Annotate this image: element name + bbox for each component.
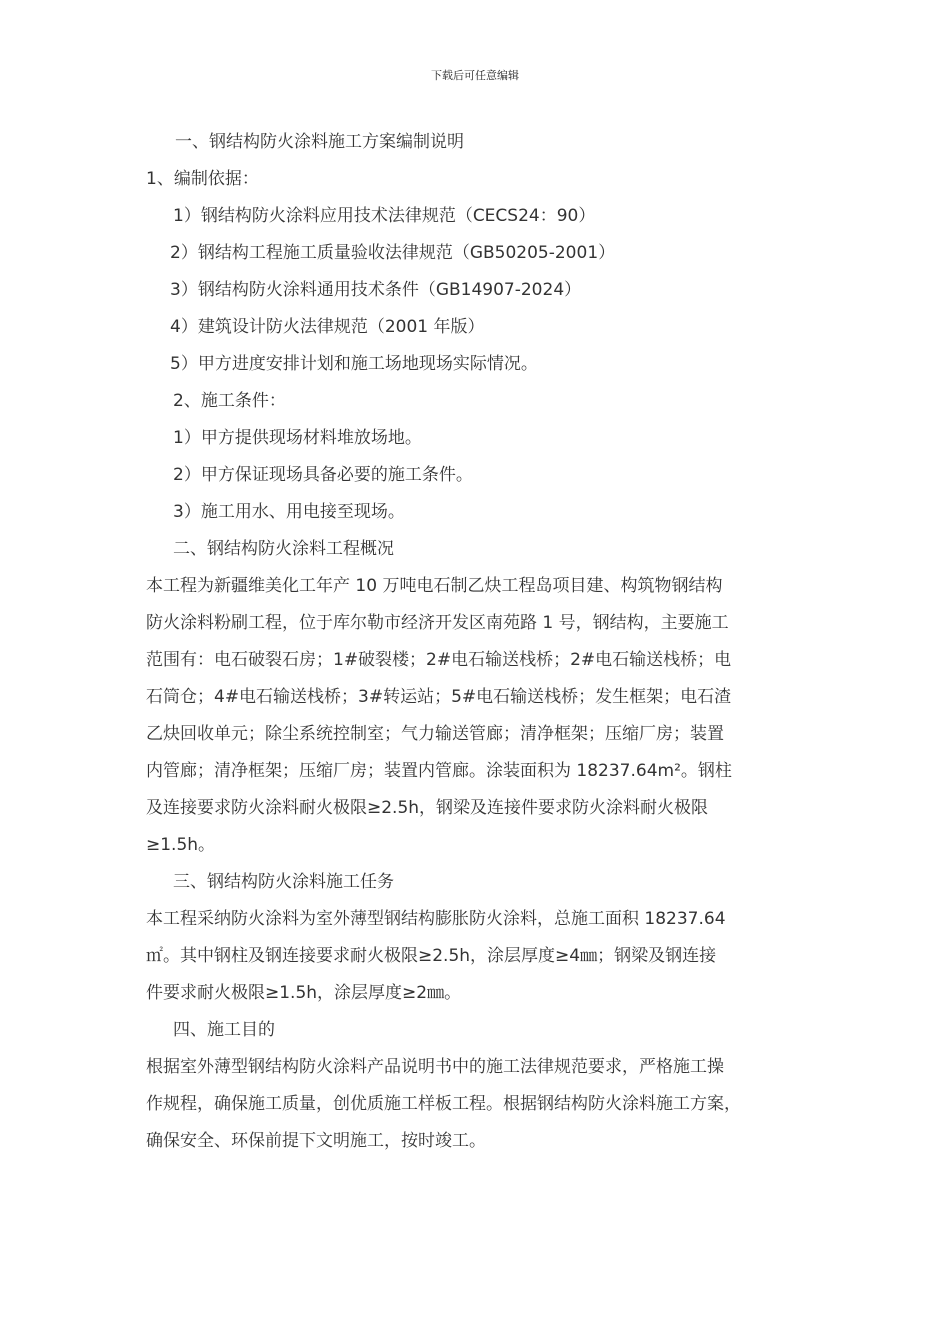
basis-title: 1、编制依据： (146, 169, 259, 189)
paragraph-line: 根据室外薄型钢结构防火涂料产品说明书中的施工法律规范要求，严格施工操 (146, 1057, 724, 1077)
paragraph-line: 本工程采纳防火涂料为室外薄型钢结构膨胀防火涂料，总施工面积 18237.64 (146, 909, 726, 929)
paragraph-line: 防火涂料粉刷工程，位于库尔勒市经济开发区南苑路 1 号，钢结构，主要施工 (146, 613, 729, 633)
paragraph-line: 内管廊；清净框架；压缩厂房；装置内管廊。涂装面积为 18237.64m²。钢柱 (146, 761, 732, 781)
basis-item-5: 5）甲方进度安排计划和施工场地现场实际情况。 (170, 354, 538, 374)
condition-item-2: 2）甲方保证现场具备必要的施工条件。 (173, 465, 473, 485)
basis-item-2: 2）钢结构工程施工质量验收法律规范（GB50205-2001） (170, 243, 616, 263)
section-2-title: 二、钢结构防火涂料工程概况 (173, 539, 394, 559)
basis-item-1: 1）钢结构防火涂料应用技术法律规范（CECS24：90） (173, 206, 596, 226)
condition-item-3: 3）施工用水、用电接至现场。 (173, 502, 405, 522)
section-3-title: 三、钢结构防火涂料施工任务 (173, 872, 394, 892)
paragraph-line: ㎡。其中钢柱及钢连接要求耐火极限≥2.5h，涂层厚度≥4㎜；钢梁及钢连接 (146, 946, 717, 966)
condition-item-1: 1）甲方提供现场材料堆放场地。 (173, 428, 422, 448)
paragraph-line: 乙炔回收单元；除尘系统控制室；气力输送管廊；清净框架；压缩厂房；装置 (146, 724, 724, 744)
paragraph-line: 确保安全、环保前提下文明施工，按时竣工。 (146, 1131, 486, 1151)
section-3-paragraph (146, 901, 816, 1012)
paragraph-line: 本工程为新疆维美化工年产 10 万吨电石制乙炔工程岛项目建、构筑物钢结构 (146, 576, 723, 596)
document-body (146, 124, 816, 1160)
paragraph-line: 及连接要求防火涂料耐火极限≥2.5h，钢梁及连接件要求防火涂料耐火极限 (146, 798, 709, 818)
basis-item-3: 3）钢结构防火涂料通用技术条件（GB14907-2024） (170, 280, 582, 300)
section-4-paragraph (146, 1049, 816, 1160)
paragraph-line: 范围有：电石破裂石房；1#破裂楼；2#电石输送栈桥；2#电石输送栈桥；电 (146, 650, 732, 670)
section-2-paragraph (146, 568, 816, 864)
page-header: 下载后可任意编辑 (431, 69, 519, 82)
paragraph-line: 件要求耐火极限≥1.5h，涂层厚度≥2㎜。 (146, 983, 462, 1003)
section-4-title: 四、施工目的 (173, 1020, 275, 1040)
paragraph-line: 作规程，确保施工质量，创优质施工样板工程。根据钢结构防火涂料施工方案， (146, 1094, 741, 1114)
paragraph-line: 石筒仓；4#电石输送栈桥；3#转运站；5#电石输送栈桥；发生框架；电石渣 (146, 687, 732, 707)
conditions-title: 2、施工条件： (173, 391, 286, 411)
section-1-title: 一、钢结构防火涂料施工方案编制说明 (175, 132, 464, 152)
paragraph-line: ≥1.5h。 (146, 835, 216, 855)
basis-item-4: 4）建筑设计防火法律规范（2001 年版） (170, 317, 485, 337)
